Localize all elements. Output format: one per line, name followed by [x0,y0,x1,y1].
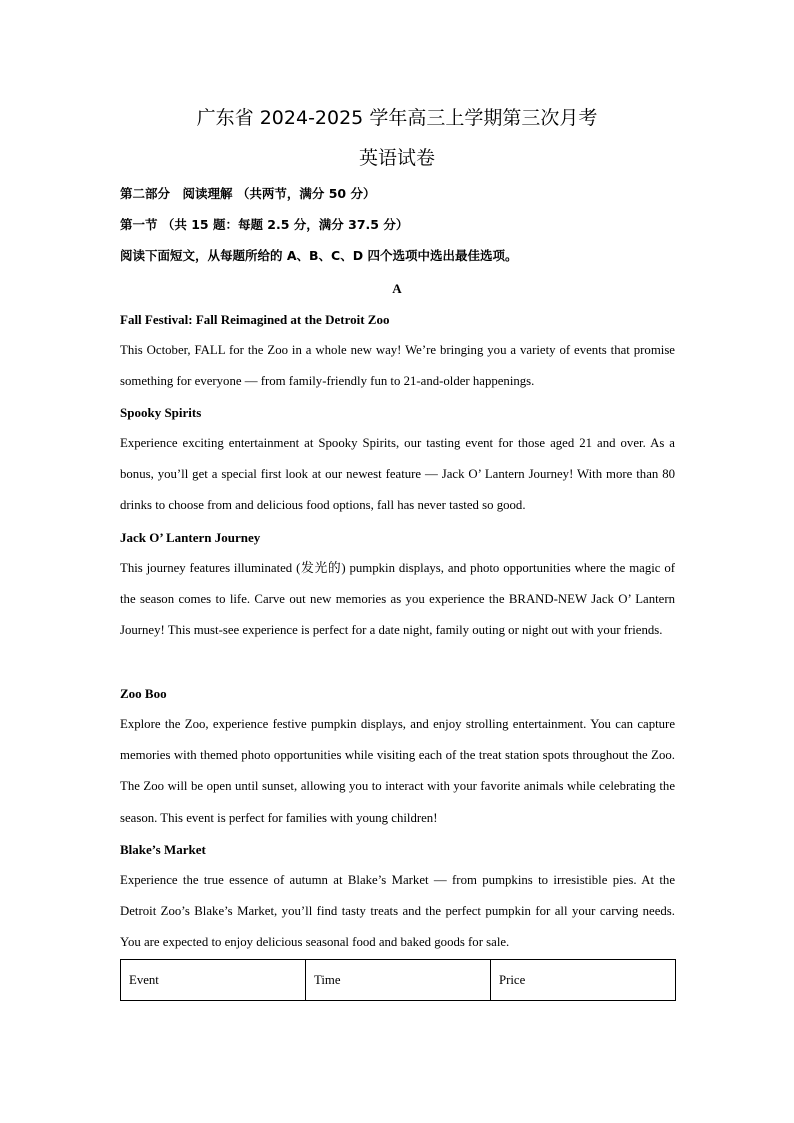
section-heading-zoo-boo: Zoo Boo [120,686,167,701]
table-header-row [121,960,676,1001]
passage-label: A [392,281,402,296]
section-body-zoo-boo: Explore the Zoo, experience festive pumpkin displays, and enjoy strolling entertainment. You can capture memories with themed photo opportunities while visiting each of the treat station spots throughout the Zoo. The Zoo will be open until sunset, allowing you to interact with your favorite animals while celebrating the season. This event is perfect for families with young children! [120,717,675,825]
section-body-blakes-market: Experience the true essence of autumn at Blake’s Market — from pumpkins to irresistible pies. At the Detroit Zoo’s Blake’s Market, you’ll find tasty treats and the perfect pumpkin for all your carving needs. You are expected to enjoy delicious seasonal food and baked goods for sale. [120,873,675,950]
directions: 阅读下面短文，从每题所给的 A、B、C、D 四个选项中选出最佳选项。 [120,248,518,263]
events-table [120,959,676,1001]
section-instruction: 第一节 （共 15 题：每题 2.5 分，满分 37.5 分） [120,217,409,232]
section-heading-jack-o-lantern: Jack O’ Lantern Journey [120,530,261,545]
exam-title: 广东省 2024-2025 学年高三上学期第三次月考 [196,107,598,129]
section-heading-blakes-market: Blake’s Market [120,842,206,857]
table-header-time: Time [306,960,491,1001]
passage-title: Fall Festival: Fall Reimagined at the Detroit Zoo [120,312,390,327]
passage-intro: This October, FALL for the Zoo in a whole new way! We’re bringing you a variety of events that promise something for everyone — from family-friendly fun to 21-and-older happenings. [120,343,675,389]
section-heading-spooky-spirits: Spooky Spirits [120,405,202,420]
exam-subject: 英语试卷 [358,147,435,169]
section-body-jack-o-lantern: This journey features illuminated (发光的) pumpkin displays, and photo opportunities where the magic of the season comes to life. Carve out new memories as you experience the BRAND-NEW Jack O’ Lantern Journey! This must-see experience is perfect for a date night, family outing or night out with your friends. [120,561,675,638]
part-instruction: 第二部分 阅读理解 （共两节，满分 50 分） [120,186,376,201]
table-header-price: Price [491,960,676,1001]
table-header-event: Event [121,960,306,1001]
section-body-spooky-spirits: Experience exciting entertainment at Spooky Spirits, our tasting event for those aged 21 and over. As a bonus, you’ll get a special first look at our newest feature — Jack O’ Lantern Journey! With more than 80 drinks to choose from and delicious food options, fall has never tasted so good. [120,436,675,513]
